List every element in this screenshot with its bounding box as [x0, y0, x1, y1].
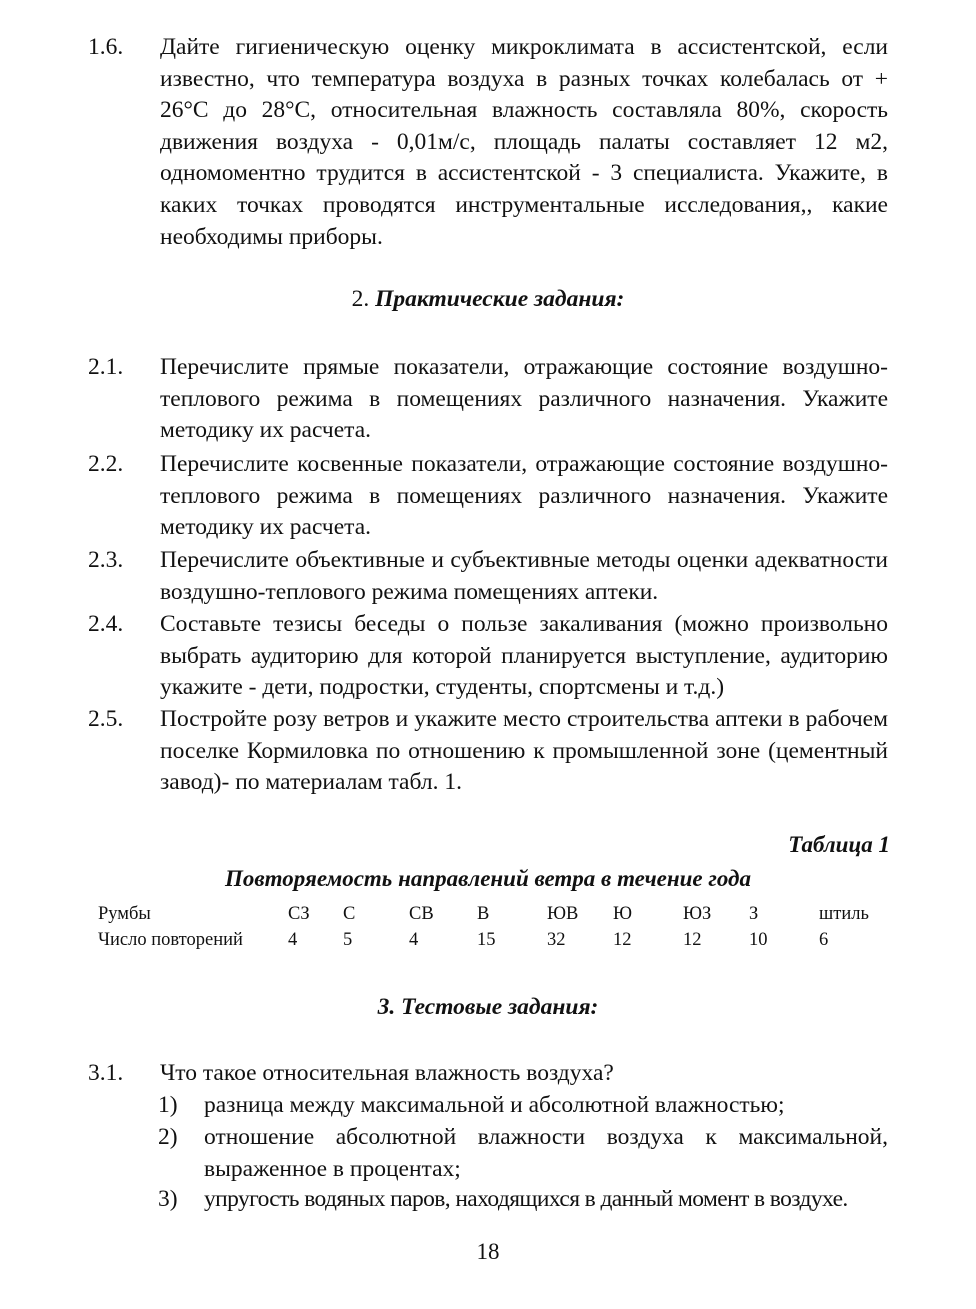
task-2-1: [88, 352, 888, 447]
row-label: Число повторений: [98, 930, 243, 950]
task-number: 2.3.: [88, 547, 124, 573]
task-text: Постройте розу ветров и укажите место строительства аптеки в рабочем поселке Кормиловка по отношению к промышленной зоне (цементный завод)- по материалам табл. 1.: [160, 706, 888, 796]
task-number: 2.1.: [88, 354, 124, 380]
direction-cell: ЮВ: [547, 904, 579, 924]
section-2-heading: [0, 286, 976, 313]
count-cell: 15: [477, 930, 496, 950]
count-cell: 5: [343, 930, 353, 950]
task-number: 2.5.: [88, 706, 124, 732]
count-cell: 12: [613, 930, 632, 950]
task-2-2: [88, 449, 888, 544]
task-number: 2.4.: [88, 611, 124, 637]
question-text: Что такое относительная влажность воздуха?: [160, 1060, 614, 1086]
count-cell: 32: [547, 930, 566, 950]
answer-option-2: [158, 1122, 888, 1185]
task-1-6: [88, 32, 888, 253]
task-2-5: [88, 704, 888, 799]
count-cell: 12: [683, 930, 702, 950]
answer-option-3: [158, 1184, 888, 1216]
direction-cell: СВ: [409, 904, 434, 924]
direction-cell: З: [749, 904, 759, 924]
count-cell: 4: [409, 930, 419, 950]
task-2-4: [88, 609, 888, 704]
table-row-directions: [98, 904, 869, 930]
task-text: Перечислите прямые показатели, отражающие состояние воздушно-теплового режима в помещениях различного назначения. Укажите методику их расчета.: [160, 354, 888, 444]
direction-cell: штиль: [819, 904, 869, 924]
option-text: разница между максимальной и абсолютной влажностью;: [204, 1092, 785, 1118]
task-text: Дайте гигиеническую оценку микроклимата в ассистентской, если известно, что температура воздуха в разных точках колебалась от + 26°С до 28°С, относительная влажность составляла 80%, скорость движения воздуха - 0,01м/с, площадь палаты составляет 12 м2, одномоментно трудится в ассистентской - 3 специалиста. Укажите, в каких точках проводятся инструментальные исследования,, какие необходимы приборы.: [160, 34, 888, 250]
count-cell: 10: [749, 930, 768, 950]
task-number: 2.2.: [88, 451, 124, 477]
wind-frequency-table: [98, 904, 869, 956]
page-number: 18: [476, 1239, 500, 1264]
task-number: 1.6.: [88, 34, 124, 60]
task-text: Перечислите косвенные показатели, отражающие состояние воздушно-теплового режима в помещениях различного назначения. Укажите методику их расчета.: [160, 451, 888, 541]
table-title: Повторяемость направлений ветра в течение года: [225, 866, 751, 891]
table-row-counts: [98, 930, 869, 956]
section-3-title: Тестовые задания:: [401, 994, 599, 1020]
direction-cell: С: [343, 904, 356, 924]
question-3-1: [88, 1058, 888, 1090]
option-text: отношение абсолютной влажности воздуха к максимальной, выраженное в процентах;: [204, 1124, 888, 1182]
task-text: Составьте тезисы беседы о пользе закаливания (можно произвольно выбрать аудиторию для которой планируется выступление, аудиторию укажите - дети, подростки, студенты, спортсмены и т.д.): [160, 611, 888, 701]
direction-cell: Ю: [613, 904, 633, 924]
option-text: упругость водяных паров, находящихся в данный момент в воздухе.: [204, 1186, 848, 1212]
direction-cell: СЗ: [288, 904, 310, 924]
count-cell: 4: [288, 930, 298, 950]
section-3-heading: [0, 994, 976, 1021]
direction-cell: ЮЗ: [683, 904, 712, 924]
table-caption: Таблица 1: [788, 832, 890, 857]
section-2-title: Практические задания:: [375, 286, 625, 312]
option-number: 2): [158, 1124, 178, 1150]
answer-option-1: [158, 1090, 888, 1122]
section-3-number: 3.: [377, 994, 396, 1020]
question-number: 3.1.: [88, 1060, 124, 1086]
option-number: 1): [158, 1092, 178, 1118]
option-number: 3): [158, 1186, 178, 1212]
task-text: Перечислите объективные и субъективные методы оценки адекватности воздушно-теплового режима помещениях аптеки.: [160, 547, 888, 605]
row-label: Румбы: [98, 904, 151, 924]
count-cell: 6: [819, 930, 829, 950]
task-2-3: [88, 545, 888, 608]
section-2-number: 2.: [351, 286, 370, 312]
direction-cell: В: [477, 904, 490, 924]
